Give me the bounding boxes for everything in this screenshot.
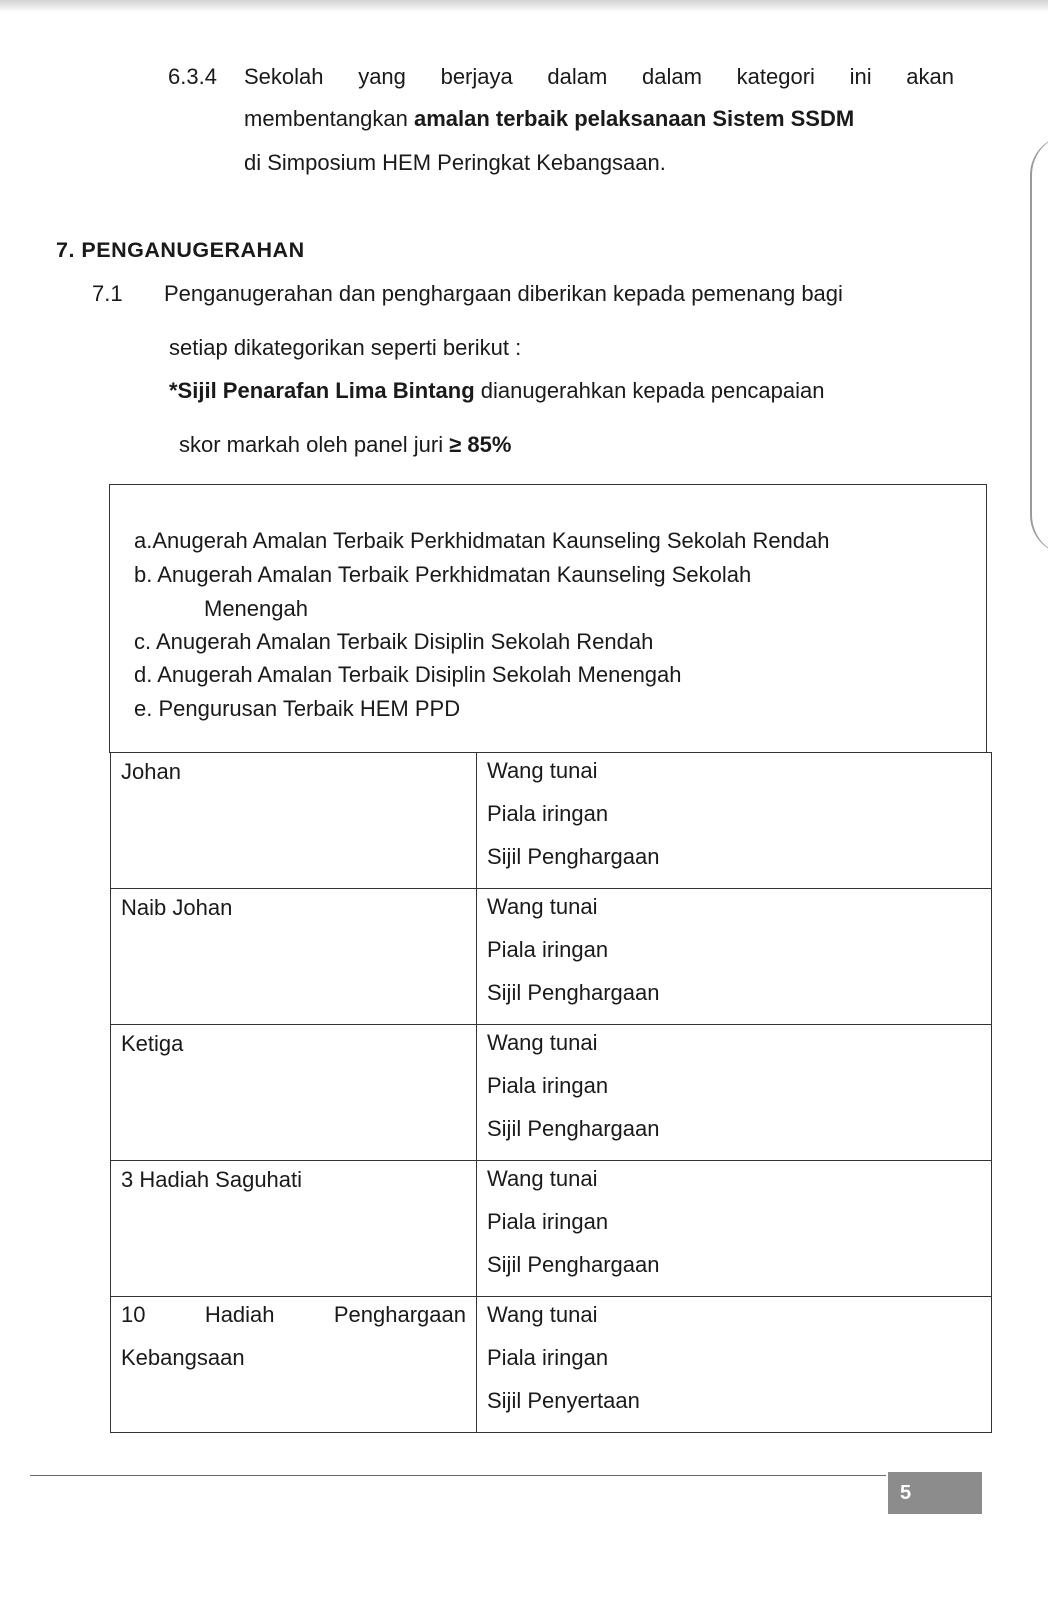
rank-cell <box>111 1297 477 1433</box>
section-7-1-line-3: *Sijil Penarafan Lima Bintang dianugerahkan kepada pencapaian <box>169 378 825 403</box>
table-row <box>111 889 992 1025</box>
gift-item: Wang tunai <box>487 1166 598 1191</box>
page-number: 5 <box>888 1472 982 1514</box>
table-row <box>111 753 992 889</box>
gifts-cell <box>477 1025 992 1161</box>
gift-item: Sijil Penghargaan <box>487 844 660 869</box>
section-6-3-4-line-1: Sekolah yang berjaya dalam dalam kategori ini akan <box>244 64 954 89</box>
section-7-heading: 7. PENGANUGERAHAN <box>56 238 305 262</box>
table-row <box>111 1297 992 1433</box>
table-row <box>111 1161 992 1297</box>
gifts-cell <box>477 889 992 1025</box>
section-7-1-number: 7.1 <box>92 281 123 306</box>
award-b-continued: Menengah <box>204 596 308 621</box>
gifts-cell <box>477 1161 992 1297</box>
gift-item: Sijil Penghargaan <box>487 980 660 1005</box>
rank-cell: Johan <box>111 753 477 889</box>
rank-line-2: Kebangsaan <box>121 1345 245 1370</box>
footer-rule <box>30 1475 886 1476</box>
gift-item: Sijil Penghargaan <box>487 1252 660 1277</box>
award-c: c. Anugerah Amalan Terbaik Disiplin Sekolah Rendah <box>134 629 654 654</box>
gift-item: Wang tunai <box>487 1302 598 1327</box>
award-e: e. Pengurusan Terbaik HEM PPD <box>134 696 461 721</box>
section-6-3-4-line-2: membentangkan amalan terbaik pelaksanaan Sistem SSDM <box>244 106 855 131</box>
rank-line-1: 10 Hadiah Penghargaan <box>121 1302 466 1327</box>
gift-item: Sijil Penyertaan <box>487 1388 640 1413</box>
gift-item: Wang tunai <box>487 758 598 783</box>
award-b: b. Anugerah Amalan Terbaik Perkhidmatan Kaunseling Sekolah <box>134 562 752 587</box>
section-7-1-line-4: skor markah oleh panel juri ≥ 85% <box>179 432 512 457</box>
gift-item: Piala iringan <box>487 801 609 826</box>
rank-cell: 3 Hadiah Saguhati <box>111 1161 477 1297</box>
gift-item: Wang tunai <box>487 1030 598 1055</box>
page-curl-edge <box>1030 135 1048 555</box>
prizes-table <box>110 752 992 1433</box>
top-edge-shadow <box>0 0 1048 12</box>
gift-item: Piala iringan <box>487 1209 609 1234</box>
section-7-1-line-1: Penganugerahan dan penghargaan diberikan kepada pemenang bagi <box>164 281 843 306</box>
gifts-cell <box>477 1297 992 1433</box>
gift-item: Piala iringan <box>487 937 609 962</box>
table-row <box>111 1025 992 1161</box>
section-6-3-4-number: 6.3.4 <box>168 64 217 89</box>
award-a: a.Anugerah Amalan Terbaik Perkhidmatan Kaunseling Sekolah Rendah <box>134 528 830 553</box>
score-threshold: ≥ 85% <box>449 432 512 457</box>
award-d: d. Anugerah Amalan Terbaik Disiplin Sekolah Menengah <box>134 662 682 687</box>
section-6-3-4-line-3: di Simposium HEM Peringkat Kebangsaan. <box>244 150 666 175</box>
certificate-name: *Sijil Penarafan Lima Bintang <box>169 378 475 403</box>
gifts-cell <box>477 753 992 889</box>
bold-phrase: amalan terbaik pelaksanaan Sistem SSDM <box>414 106 855 131</box>
gift-item: Sijil Penghargaan <box>487 1116 660 1141</box>
rank-cell: Ketiga <box>111 1025 477 1161</box>
gift-item: Wang tunai <box>487 894 598 919</box>
rank-cell: Naib Johan <box>111 889 477 1025</box>
gift-item: Piala iringan <box>487 1073 609 1098</box>
section-7-1-line-2: setiap dikategorikan seperti berikut : <box>169 335 522 360</box>
gift-item: Piala iringan <box>487 1345 609 1370</box>
